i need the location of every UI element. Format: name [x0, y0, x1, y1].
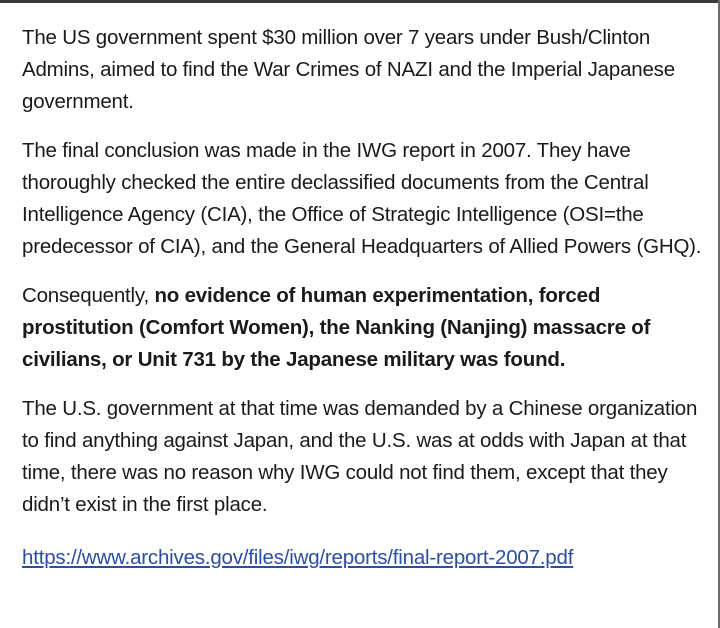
top-border [0, 0, 720, 3]
document-body [22, 22, 706, 574]
paragraph-1: The US government spent $30 million over 7 years under Bush/Clinton Admins, aimed to find the War Crimes of NAZI and the Imperial Japanese government. [22, 26, 675, 113]
report-link[interactable]: https://www.archives.gov/files/iwg/reports/final-report-2007.pdf [22, 546, 574, 569]
paragraph-3-bold: no evidence of human experimentation, forced prostitution (Comfort Women), the Nanking (Nanjing) massacre of civilians, or Unit 731 by the Japanese military was found. [22, 284, 651, 371]
paragraph-3 [22, 280, 706, 376]
paragraph-3-lead: Consequently, [22, 284, 155, 307]
paragraph-2: The final conclusion was made in the IWG report in 2007. They have thoroughly checked the entire declassified documents from the Central Intelligence Agency (CIA), the Office of Strategic Intelligence (OSI=the predecessor of CIA), and the General Headquarters of Allied Powers (GHQ). [22, 139, 702, 258]
paragraph-4: The U.S. government at that time was demanded by a Chinese organization to find anything against Japan, and the U.S. was at odds with Japan at that time, there was no reason why IWG could not find them, except that they didn’t exist in the first place. [22, 397, 698, 516]
